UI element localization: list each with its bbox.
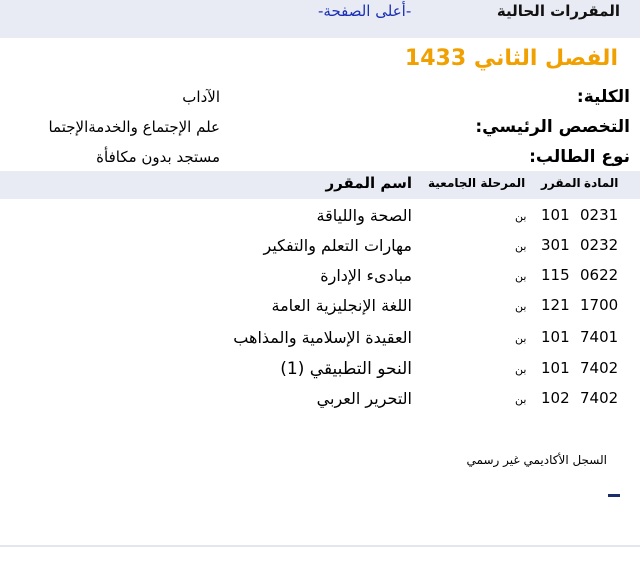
page-title: المقررات الحالية	[496, 2, 620, 20]
college-label: الكلية:	[576, 87, 630, 107]
course-number: 101	[541, 206, 570, 224]
level-value: بن	[515, 363, 527, 376]
course-number: 301	[541, 236, 570, 254]
level-value: بن	[515, 300, 527, 313]
college-value: الآداب	[182, 88, 220, 106]
course-name: العقيدة الإسلامية والمذاهب	[233, 328, 412, 347]
level-value: بن	[515, 270, 527, 283]
table-row	[0, 232, 640, 262]
bottom-divider	[0, 545, 640, 547]
course-number: 115	[541, 266, 570, 284]
course-number: 102	[541, 389, 570, 407]
subject-code: 0622	[580, 266, 619, 284]
unofficial-record-note: السجل الأكاديمي غير رسمي	[466, 453, 607, 467]
dash-marker	[608, 494, 620, 497]
course-number: 121	[541, 296, 570, 314]
header-course-name: اسم المقرر	[325, 174, 412, 192]
table-row	[0, 385, 640, 415]
header-subject: المادة	[584, 176, 619, 190]
subject-code: 7402	[580, 389, 619, 407]
course-name: مهارات التعلم والتفكير	[263, 236, 412, 255]
course-name: مبادىء الإدارة	[320, 266, 412, 285]
back-to-top-link[interactable]: -أعلى الصفحة-	[318, 2, 412, 20]
subject-code: 0231	[580, 206, 619, 224]
student-type-label: نوع الطالب:	[529, 147, 630, 167]
subject-code: 7402	[580, 359, 619, 377]
major-label: التخصص الرئيسي:	[475, 117, 630, 137]
level-value: بن	[515, 210, 527, 223]
subject-code: 1700	[580, 296, 619, 314]
course-name: الصحة واللياقة	[316, 206, 412, 225]
level-value: بن	[515, 393, 527, 406]
courses-table-header	[0, 171, 640, 199]
level-value: بن	[515, 332, 527, 345]
course-name: التحرير العربي	[316, 389, 412, 408]
course-name: اللغة الإنجليزية العامة	[271, 296, 412, 315]
table-row	[0, 324, 640, 354]
table-row	[0, 262, 640, 292]
term-title: الفصل الثاني 1433	[404, 46, 618, 71]
student-type-value: مستجد بدون مكافأة	[96, 148, 220, 166]
subject-code: 0232	[580, 236, 619, 254]
header-course: المقرر	[541, 176, 581, 190]
table-row	[0, 355, 640, 385]
major-value: علم الإجتماع والخدمةالإجتما	[48, 118, 220, 136]
course-number: 101	[541, 328, 570, 346]
course-name: النحو التطبيقي (1)	[280, 359, 412, 379]
subject-code: 7401	[580, 328, 619, 346]
course-number: 101	[541, 359, 570, 377]
header-level: المرحلة الجامعية	[428, 176, 526, 190]
level-value: بن	[515, 240, 527, 253]
table-row	[0, 292, 640, 322]
section-header-bar	[0, 0, 640, 38]
table-row	[0, 202, 640, 232]
